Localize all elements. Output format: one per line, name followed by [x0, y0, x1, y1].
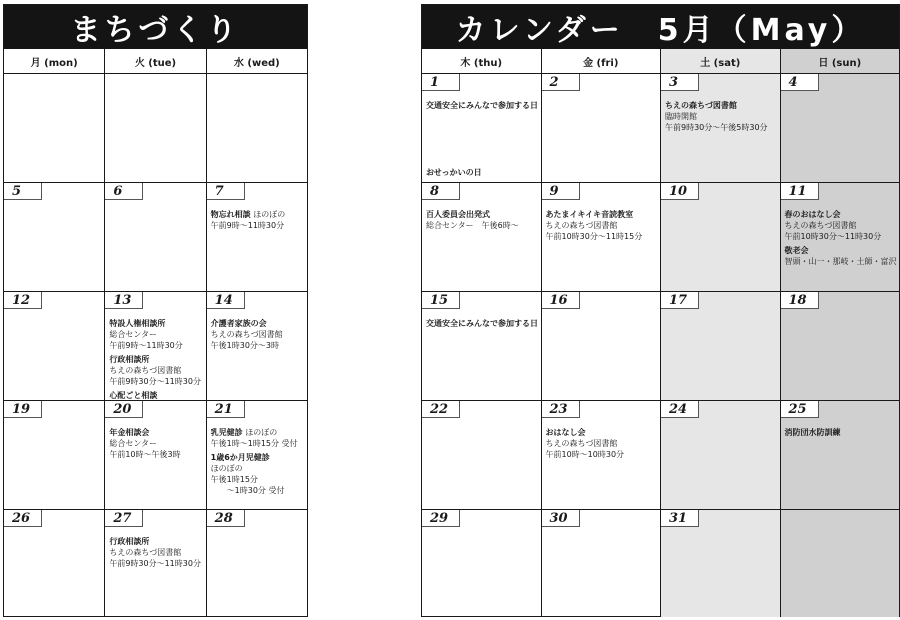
event-item: [109, 318, 203, 351]
weekday-wed: 水 (wed): [233, 57, 280, 69]
event-title: 心配ごと相談: [109, 391, 158, 400]
event-detail: ちえの森ちづ図書館: [545, 439, 618, 448]
day-cell: [422, 401, 542, 509]
event-list: [785, 209, 898, 270]
event-detail: ちえの森ちづ図書館: [784, 221, 857, 230]
right-banner-title: カレンダー 5月（May）: [422, 5, 899, 49]
event-list: [546, 209, 659, 245]
event-list: [211, 318, 305, 354]
event-item: [109, 427, 203, 460]
event-title: 敬老会: [784, 246, 809, 255]
event-item: [785, 209, 898, 242]
event-title: 交通安全にみんなで参加する日: [426, 101, 538, 110]
event-title: 物忘れ相談: [210, 210, 251, 219]
event-detail: ちえの森ちづ図書館: [109, 548, 182, 557]
day-cell: [105, 292, 206, 400]
weekday-mon: 月 (mon): [4, 49, 105, 73]
day-number: 14: [207, 292, 245, 309]
event-detail: ほのぼの: [210, 464, 243, 473]
event-list: [426, 318, 539, 332]
week-row: [422, 183, 899, 292]
weekday-thu: 木 (thu): [422, 49, 542, 73]
event-title: 年金相談会: [109, 428, 150, 437]
event-item: [785, 245, 898, 267]
day-cell: [4, 401, 105, 509]
event-detail: 総合センター: [109, 330, 158, 339]
day-number: 2: [542, 74, 580, 91]
event-list: [426, 100, 539, 114]
event-detail: ちえの森ちづ図書館: [109, 366, 182, 375]
day-cell: [4, 74, 105, 182]
event-item: [546, 427, 659, 460]
event-detail: 智頭・山一・那岐・土師・富沢: [784, 257, 897, 266]
event-list: [546, 427, 659, 463]
event-detail: 午後1時～1時15分 受付: [210, 439, 298, 448]
event-title: 消防団水防訓練: [784, 428, 841, 437]
day-cell: [661, 292, 781, 400]
event-item: [426, 318, 539, 329]
day-cell: [422, 183, 542, 291]
day-cell: [781, 292, 900, 400]
day-cell: [4, 292, 105, 400]
event-item: [109, 390, 203, 400]
day-cell: [4, 183, 105, 291]
event-detail: ～1時30分 受付: [210, 486, 285, 495]
event-detail: ほのぼの: [253, 210, 286, 219]
event-detail: 午前9時～11時30分: [109, 341, 183, 350]
day-number: 16: [542, 292, 580, 309]
left-weekday-header: [4, 49, 307, 74]
day-cell: [207, 401, 307, 509]
day-cell: [105, 510, 206, 617]
event-title: おはなし会: [545, 428, 586, 437]
event-detail: 午前10時～午後3時: [109, 450, 181, 459]
week-row: [4, 74, 307, 183]
day-number: 29: [422, 510, 460, 527]
day-number: 26: [4, 510, 42, 527]
day-number: 15: [422, 292, 460, 309]
event-item: [211, 318, 305, 351]
day-cell: [422, 510, 542, 617]
day-number: 18: [781, 292, 819, 309]
weekday-fri: 金 (fri): [542, 49, 662, 73]
event-title: 1歳6か月児健診: [210, 453, 270, 462]
event-title: 介護者家族の会: [210, 319, 267, 328]
event-item: [785, 427, 898, 438]
day-cell: [661, 74, 781, 182]
day-number: 21: [207, 401, 245, 418]
day-cell: [542, 292, 662, 400]
event-item: [211, 427, 305, 449]
day-cell: [207, 292, 307, 400]
week-row: [422, 510, 899, 617]
day-number: 17: [661, 292, 699, 309]
day-number: 25: [781, 401, 819, 418]
weekday-tue: 火 (tue): [105, 49, 206, 73]
day-number: 13: [105, 292, 143, 309]
event-list: [211, 427, 305, 499]
event-list: [426, 209, 539, 234]
day-number: 5: [4, 183, 42, 200]
event-item: [211, 452, 305, 496]
week-row: [422, 74, 899, 183]
event-title: 春のおはなし会: [784, 210, 841, 219]
day-number: 20: [105, 401, 143, 418]
event-item: [211, 209, 305, 231]
day-cell: [207, 74, 307, 182]
day-cell: [542, 510, 662, 617]
event-title: あたまイキイキ音読教室: [545, 210, 634, 219]
event-detail: 午前10時30分～11時30分: [784, 232, 882, 241]
event-list: [109, 536, 203, 572]
day-cell: [207, 183, 307, 291]
week-row: [422, 292, 899, 401]
day-cell: [661, 183, 781, 291]
day-number: 9: [542, 183, 580, 200]
day-cell: [781, 510, 900, 617]
day-number: 8: [422, 183, 460, 200]
weekday-sat: 土 (sat): [661, 49, 781, 73]
event-title: ちえの森ちづ図書館: [665, 101, 737, 110]
day-number: 6: [105, 183, 143, 200]
event-detail: 午前9時30分～午後5時30分: [665, 123, 768, 132]
event-detail: 総合センター 午後6時～: [426, 221, 519, 230]
right-calendar-grid: [422, 74, 899, 617]
event-item: [546, 209, 659, 242]
day-number: 27: [105, 510, 143, 527]
week-row: [4, 183, 307, 292]
day-cell: [781, 401, 900, 509]
event-title: 乳児健診: [210, 428, 243, 437]
day-cell: [661, 401, 781, 509]
event-list: [109, 318, 203, 400]
right-weekday-header: [422, 49, 899, 74]
event-title: 行政相談所: [109, 355, 150, 364]
event-item: [109, 354, 203, 387]
day-number: 28: [207, 510, 245, 527]
event-item: [426, 209, 539, 231]
event-detail: ちえの森ちづ図書館: [545, 221, 618, 230]
day-cell: [4, 510, 105, 617]
day-number: 22: [422, 401, 460, 418]
event-title: おせっかいの日: [426, 168, 482, 177]
day-cell: [542, 401, 662, 509]
left-calendar-panel: [3, 4, 308, 617]
day-cell: [105, 74, 206, 182]
event-list: [665, 100, 778, 136]
event-list: [109, 427, 203, 463]
event-detail: 午後1時30分～3時: [210, 341, 280, 350]
event-detail: 午前10時～10時30分: [545, 450, 625, 459]
week-row: [4, 401, 307, 510]
day-number: 4: [781, 74, 819, 91]
day-cell: [542, 74, 662, 182]
day-number: 31: [661, 510, 699, 527]
left-calendar-grid: [4, 74, 307, 617]
week-row: [4, 510, 307, 617]
day-cell: [542, 183, 662, 291]
day-number: 23: [542, 401, 580, 418]
weekday-sun: 日 (sun): [781, 49, 900, 73]
event-detail: 総合センター: [109, 439, 158, 448]
event-detail: ちえの森ちづ図書館: [210, 330, 283, 339]
event-detail: 午前9時～11時30分: [210, 221, 285, 230]
event-item: [109, 536, 203, 569]
event-detail: 午後1時15分: [210, 475, 258, 484]
day-number: 12: [4, 292, 42, 309]
day-cell: [781, 183, 900, 291]
event-title: 特設人権相談所: [109, 319, 166, 328]
day-number: 10: [661, 183, 699, 200]
event-item: [665, 100, 778, 133]
day-number: 30: [542, 510, 580, 527]
left-banner-title: まちづくり: [4, 5, 307, 49]
event-list: [211, 209, 305, 234]
day-number: 19: [4, 401, 42, 418]
day-cell: [661, 510, 781, 617]
day-number: 7: [207, 183, 245, 200]
right-calendar-panel: [421, 4, 900, 617]
day-number: 11: [781, 183, 819, 200]
event-title: 交通安全にみんなで参加する日: [426, 319, 538, 328]
day-cell: [105, 183, 206, 291]
day-cell: [207, 510, 307, 617]
event-detail: 午前10時30分～11時15分: [545, 232, 643, 241]
day-number: 24: [661, 401, 699, 418]
event-detail: 午前9時30分～11時30分: [109, 559, 201, 568]
day-number: 3: [661, 74, 699, 91]
day-cell: [422, 74, 542, 182]
event-detail: ほのぼの: [245, 428, 278, 437]
day-cell: [781, 74, 900, 182]
event-title: 百人委員会出発式: [426, 210, 490, 219]
day-cell: [105, 401, 206, 509]
event-detail: 臨時開館: [665, 112, 697, 121]
event-list: [785, 427, 898, 441]
event-detail: 午前9時30分～11時30分: [109, 377, 201, 386]
week-row: [4, 292, 307, 401]
event-title: 行政相談所: [109, 537, 150, 546]
day-number: 1: [422, 74, 460, 91]
day-cell: [422, 292, 542, 400]
event-item: [426, 100, 539, 111]
week-row: [422, 401, 899, 510]
